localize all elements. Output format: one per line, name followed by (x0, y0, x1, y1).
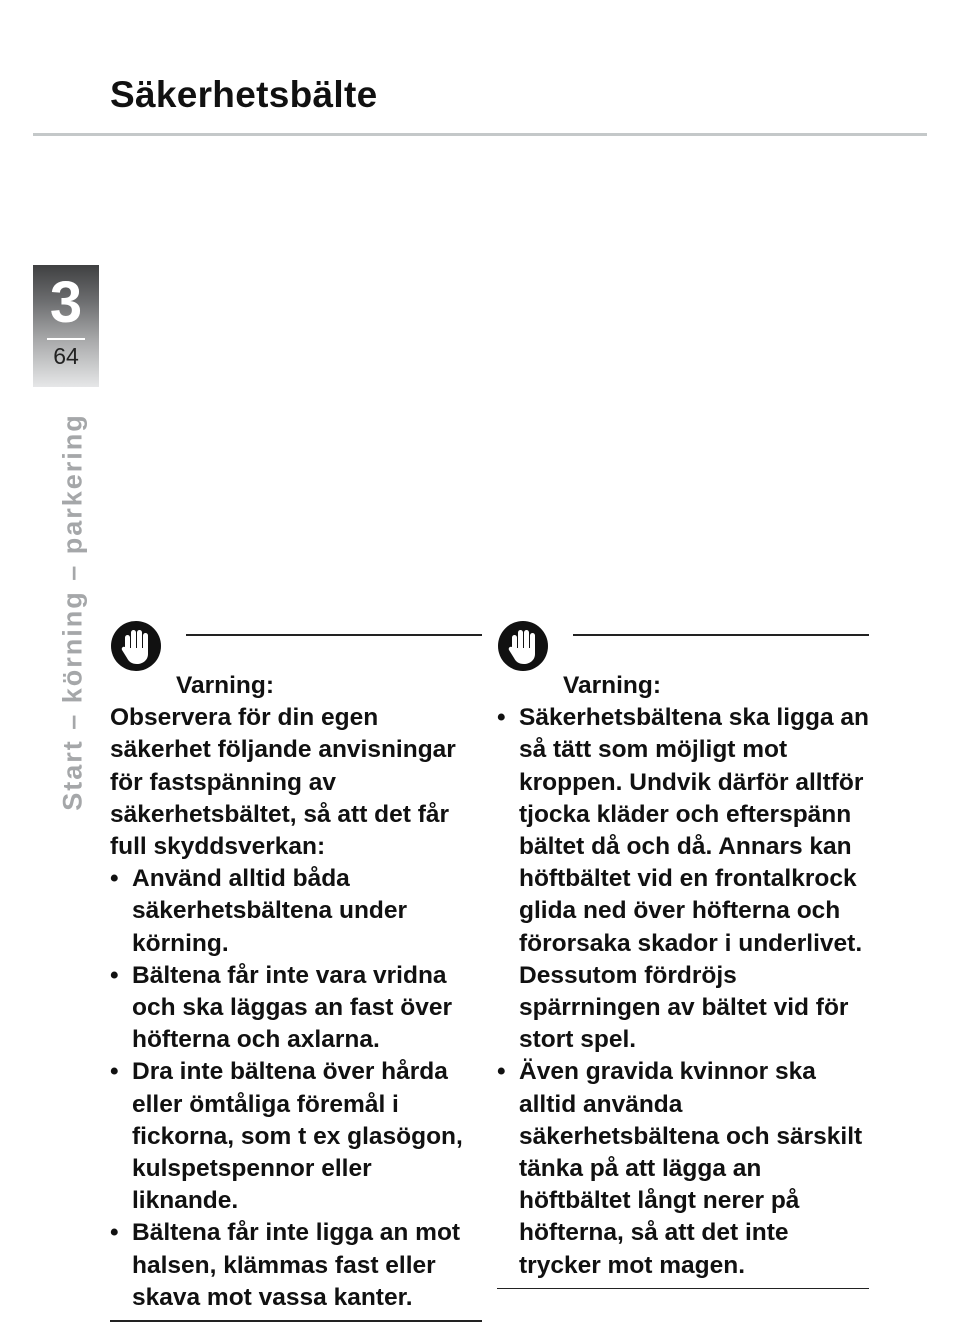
warning-list-item: • Även gravida kvinnor ska alltid använda säkerhetsbältena och särskilt tänka på att lägga an höftbältet långt nerer på höfterna, så att det inte trycker mot magen. (497, 1056, 869, 1281)
page-number: 64 (53, 343, 79, 369)
warning-box-left (110, 620, 482, 1322)
chapter-tab (33, 265, 99, 387)
title-divider (33, 133, 927, 136)
warning-bottom-rule (110, 1320, 482, 1322)
warning-bottom-rule (497, 1288, 869, 1290)
hand-stop-icon (110, 620, 162, 672)
warning-list-item: • Säkerhetsbältena ska ligga an så tätt som möjligt mot kroppen. Undvik därför alltför tjocka kläder och efterspänn bältet då och då. Annars kan höftbältet vid en frontalkrock glida ned över höfterna och förorsaka skador i underlivet. Dessutom fördröjs spärrningen av bältet vid för stort spel. (497, 702, 869, 1056)
chapter-number: 3 (49, 270, 83, 335)
page-title: Säkerhetsbälte (110, 74, 378, 115)
warning-top-rule (186, 634, 482, 636)
warning-top-rule (573, 634, 869, 636)
warning-label: Varning: (563, 672, 662, 699)
warning-list-item: • Bältena får inte vara vridna och ska läggas an fast över höfterna och axlarna. (110, 960, 482, 1057)
warning-header (110, 620, 482, 670)
warning-list-item: • Använd alltid båda säkerhetsbältena under körning. (110, 863, 482, 960)
warning-body (497, 702, 869, 1282)
warning-header (497, 620, 869, 670)
warning-body (110, 702, 482, 1314)
warning-label: Varning: (176, 672, 275, 699)
warning-list (497, 702, 869, 1282)
warning-list-item: • Dra inte bältena över hårda eller ömtåliga föremål i fickorna, som t ex glasögon, kulspetspennor eller liknande. (110, 1056, 482, 1217)
warning-list (110, 863, 482, 1314)
warning-list-item: • Bältena får inte ligga an mot halsen, klämmas fast eller skava mot vassa kanter. (110, 1217, 482, 1314)
section-side-label: Start – körning – parkering (57, 413, 88, 811)
warning-box-right (497, 620, 869, 1289)
chapter-divider (47, 338, 85, 340)
warning-intro: Observera för din egen säkerhet följande anvisningar för fastspänning av säkerhetsbältet, så att det får full skyddsverkan: (110, 704, 456, 861)
hand-stop-icon (497, 620, 549, 672)
